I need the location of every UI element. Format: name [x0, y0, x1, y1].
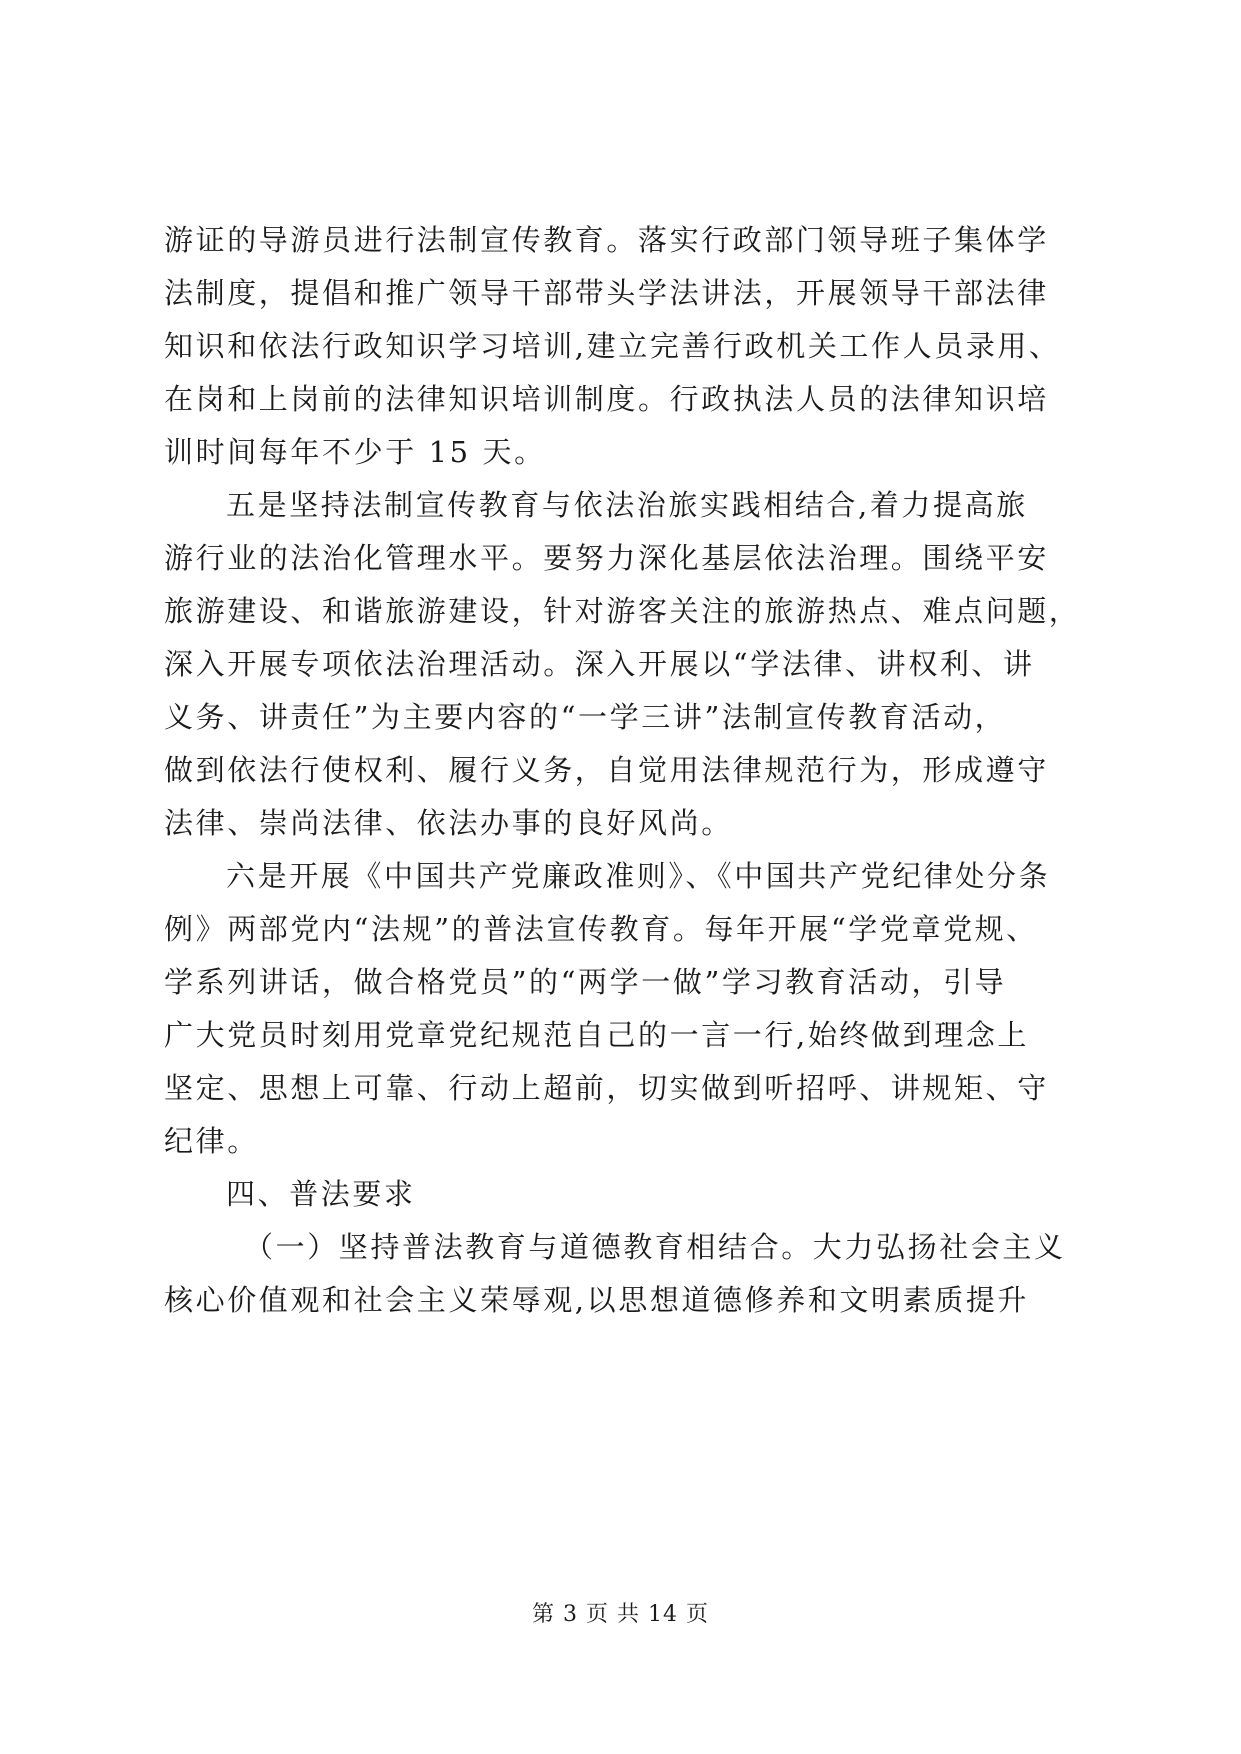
text-line: 法律、崇尚法律、依法办事的良好风尚。 — [164, 806, 733, 840]
text-line: 坚定、思想上可靠、行动上超前，切实做到听招呼、讲规矩、守 — [164, 1071, 1049, 1105]
text-line: 纪律。 — [164, 1124, 259, 1158]
text-line: 旅游建设、和谐旅游建设，针对游客关注的旅游热点、难点问题， — [164, 594, 1081, 628]
text-line: 游证的导游员进行法制宣传教育。落实行政部门领导班子集体学 — [164, 223, 1049, 257]
text-line: 知识和依法行政知识学习培训,建立完善行政机关工作人员录用、 — [164, 329, 1061, 363]
document-body — [164, 224, 1084, 1337]
text-line: 训时间每年不少于 15 天。 — [164, 435, 546, 469]
paragraph-start-line: 六是开展《中国共产党廉政准则》、《中国共产党纪律处分条 — [226, 859, 1051, 893]
text-line: 核心价值观和社会主义荣辱观,以思想道德修养和文明素质提升 — [164, 1283, 1030, 1317]
text-line: 做到依法行使权利、履行义务，自觉用法律规范行为，形成遵守 — [164, 753, 1049, 787]
section-heading: 四、普法要求 — [226, 1177, 416, 1211]
text-line: 学系列讲话，做合格党员”的“两学一做”学习教育活动，引导 — [164, 965, 1007, 999]
text-line: 例》两部党内“法规”的普法宣传教育。每年开展“学党章党规、 — [164, 912, 1038, 946]
text-line: 法制度，提倡和推广领导干部带头学法讲法，开展领导干部法律 — [164, 276, 1049, 310]
page-footer — [0, 1602, 1241, 1628]
text-line: 游行业的法治化管理水平。要努力深化基层依法治理。围绕平安 — [164, 541, 1049, 575]
text-line: 义务、讲责任”为主要内容的“一学三讲”法制宣传教育活动， — [164, 700, 1007, 734]
text-line: 广大党员时刻用党章党纪规范自己的一言一行,始终做到理念上 — [164, 1018, 1030, 1052]
text-line: 在岗和上岗前的法律知识培训制度。行政执法人员的法律知识培 — [164, 382, 1049, 416]
text-line: 深入开展专项依法治理活动。深入开展以“学法律、讲权利、讲 — [164, 647, 1035, 681]
subsection-start-line: （一）坚持普法教育与道德教育相结合。大力弘扬社会主义 — [244, 1230, 1066, 1264]
paragraph-start-line: 五是坚持法制宣传教育与依法治旅实践相结合,着力提高旅 — [226, 488, 1028, 522]
page-number-label: 第 3 页 共 14 页 — [532, 1602, 709, 1627]
